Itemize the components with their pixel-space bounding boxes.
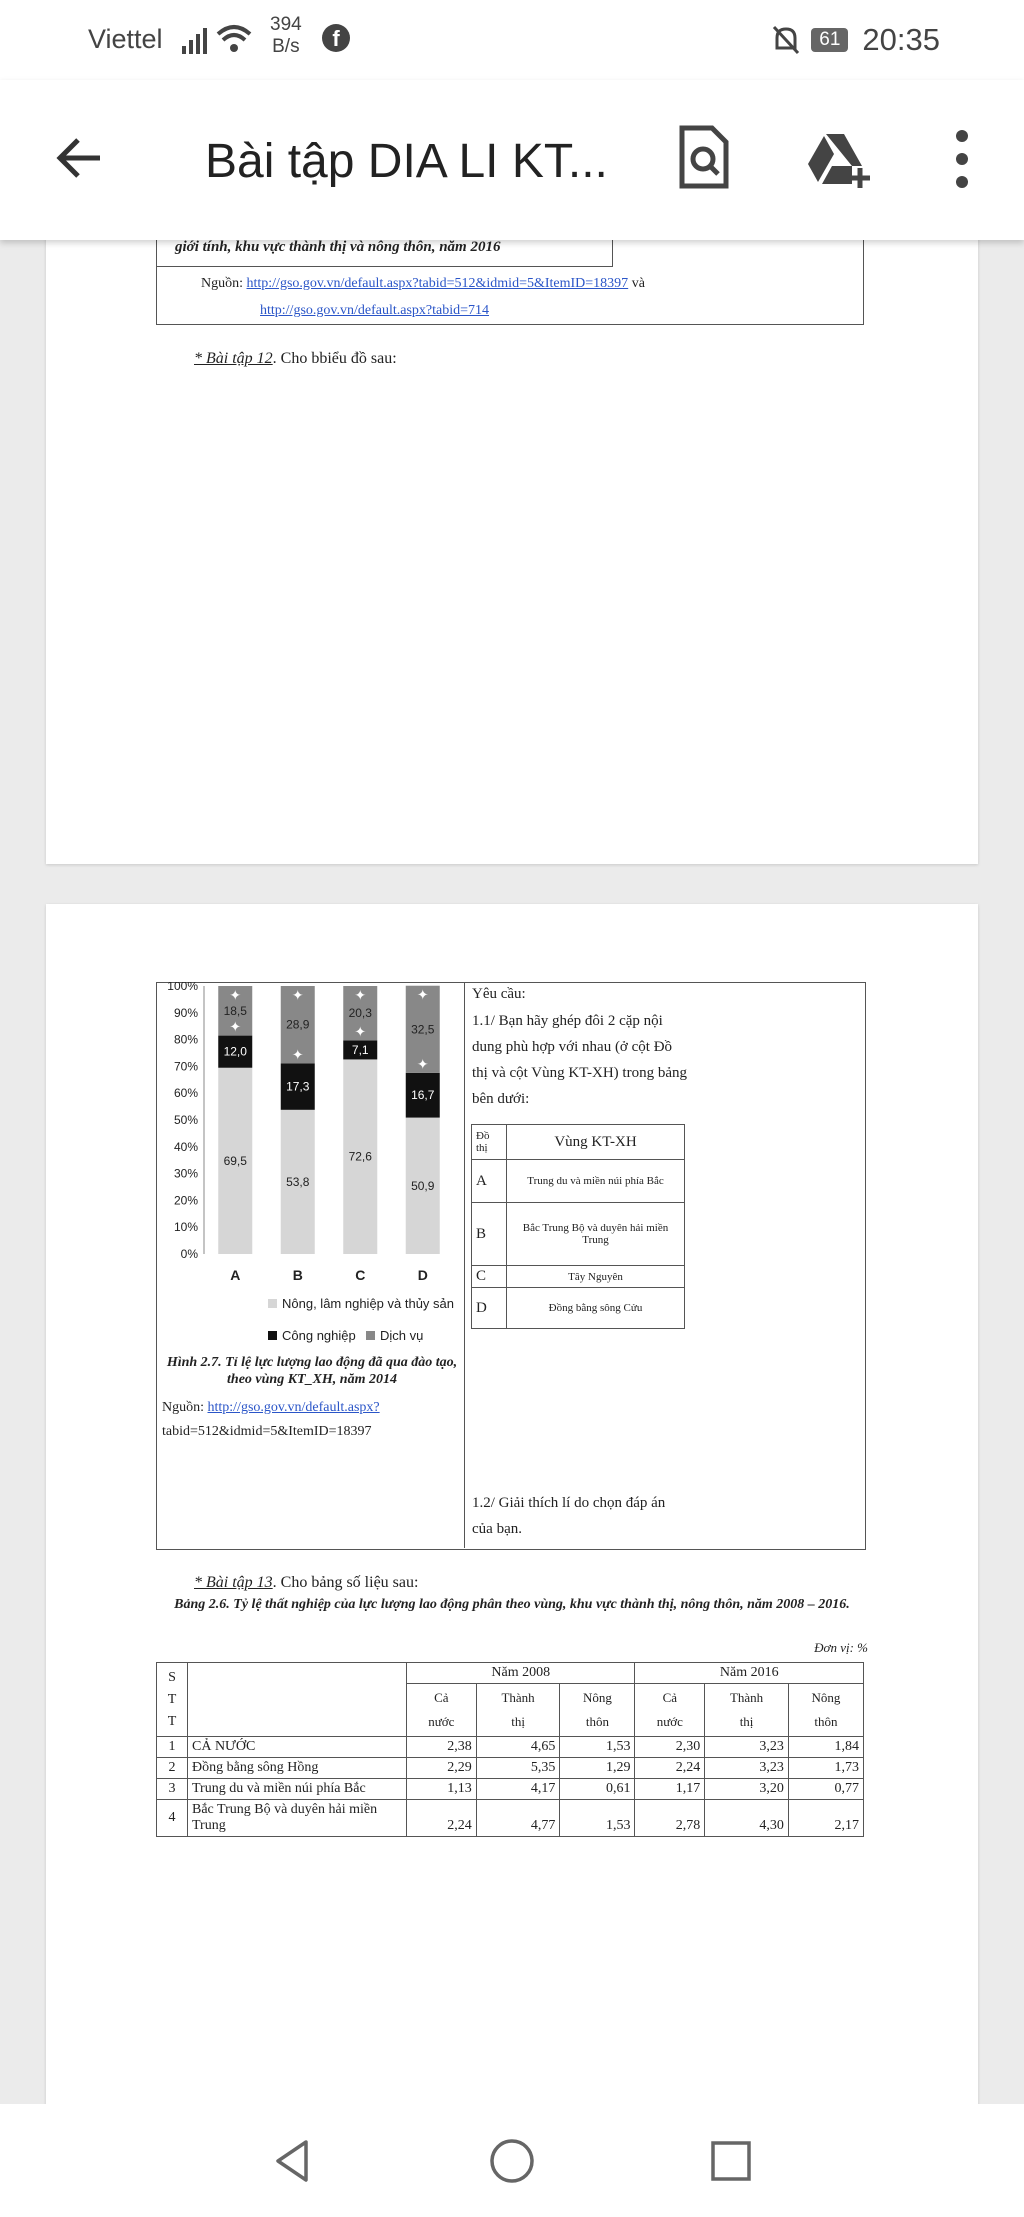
row-name: Trung du và miền núi phía Bắc [188, 1779, 407, 1800]
stacked-bar-chart [158, 982, 468, 1362]
row-value: 1,17 [635, 1779, 705, 1800]
row-name: CẢ NƯỚC [188, 1737, 407, 1758]
x-category-label: D [417, 1267, 428, 1283]
sparkle-marker: ✦ [229, 989, 242, 1004]
year-2016-header: Năm 2016 [635, 1663, 864, 1684]
match-header-graph: Đồ thị [472, 1125, 507, 1160]
match-region-b: Bắc Trung Bộ và duyên hải miền Trung [507, 1203, 685, 1266]
row-value: 1,53 [560, 1737, 635, 1758]
source-box [156, 240, 864, 325]
y-tick-label: 80% [173, 1032, 198, 1047]
row-value: 1,73 [788, 1758, 863, 1779]
sparkle-marker: ✦ [354, 989, 367, 1004]
row-name: Bắc Trung Bộ và duyên hải miền Trung [188, 1800, 407, 1837]
app-bar [0, 80, 1024, 240]
row-value: 0,61 [560, 1779, 635, 1800]
data-label: 18,5 [223, 1003, 247, 1018]
system-nav-bar [0, 2104, 1024, 2217]
add-to-drive-icon[interactable] [808, 128, 878, 188]
network-speed: 394 B/s [270, 14, 302, 57]
row-stt: 1 [157, 1737, 188, 1758]
legend-swatch-agriculture [268, 1299, 277, 1308]
status-right [771, 22, 940, 58]
row-value: 0,77 [788, 1779, 863, 1800]
row-stt: 3 [157, 1779, 188, 1800]
data-label: 17,3 [286, 1079, 310, 1094]
row-value: 2,30 [635, 1737, 705, 1758]
caption-fragment: giới tính, khu vực thành thị và nông thôn, năm 2016 [175, 240, 501, 255]
nav-recents-icon[interactable] [706, 2136, 756, 2186]
match-key-c: C [472, 1266, 507, 1288]
sparkle-marker: ✦ [416, 988, 429, 1004]
row-value: 4,77 [476, 1800, 560, 1837]
sparkle-marker: ✦ [354, 1025, 367, 1041]
row-value: 1,29 [560, 1758, 635, 1779]
x-category-label: B [292, 1267, 303, 1283]
subheader-2008-thanh-thi: Thành thị [476, 1684, 560, 1737]
exercise-12-heading: * Bài tập 12. Cho bbiểu đồ sau: [194, 350, 397, 367]
data-label: 53,8 [286, 1174, 310, 1189]
row-value: 1,13 [407, 1779, 477, 1800]
y-tick-label: 60% [173, 1086, 198, 1101]
matching-table [471, 1124, 685, 1329]
search-document-icon[interactable] [676, 124, 732, 190]
clock: 20:35 [862, 22, 940, 57]
source-line-2 [260, 303, 489, 319]
row-value: 1,84 [788, 1737, 863, 1758]
row-value: 2,24 [635, 1758, 705, 1779]
y-tick-label: 50% [173, 1113, 198, 1127]
legend-label-agriculture: Nông, lâm nghiệp và thủy sản [282, 1296, 454, 1311]
row-value: 3,23 [705, 1737, 789, 1758]
facebook-icon: f [322, 24, 350, 52]
row-value: 2,17 [788, 1800, 863, 1837]
subheader-2008-nong-thon: Nông thôn [560, 1684, 635, 1737]
table-row [157, 1758, 864, 1779]
data-label: 7,1 [351, 1042, 369, 1057]
row-value: 4,30 [705, 1800, 789, 1837]
document-title: Bài tập DIA LI KT... [205, 135, 608, 188]
data-label: 32,5 [411, 1022, 435, 1037]
sparkle-marker: ✦ [229, 1020, 242, 1036]
back-arrow-icon[interactable] [50, 128, 110, 188]
row-value: 4,17 [476, 1779, 560, 1800]
carrier-name: Viettel [88, 24, 163, 54]
row-value: 3,23 [705, 1758, 789, 1779]
source-link-1[interactable]: http://gso.gov.vn/default.aspx?tabid=512&idmid=5&ItemID=18397 [246, 276, 629, 291]
row-stt: 2 [157, 1758, 188, 1779]
data-label: 20,3 [348, 1006, 372, 1021]
figure-caption: Hình 2.7. Tỉ lệ lực lượng lao động đã qua đào tạo, theo vùng KT_XH, năm 2014 [166, 1355, 458, 1387]
source-line: Nguồn: http://gso.gov.vn/default.aspx?tabid=512&idmid=5&ItemID=18397 và [201, 276, 645, 291]
document-viewer[interactable] [0, 240, 1024, 2104]
y-tick-label: 100% [167, 982, 198, 993]
data-label: 50,9 [411, 1178, 435, 1193]
table-row [157, 1779, 864, 1800]
source-link-2[interactable]: http://gso.gov.vn/default.aspx?tabid=714 [260, 303, 490, 318]
data-label: 69,5 [223, 1153, 247, 1168]
sparkle-marker: ✦ [291, 1048, 304, 1064]
row-value: 2,38 [407, 1737, 477, 1758]
status-bar [0, 0, 1024, 80]
y-tick-label: 40% [173, 1139, 198, 1154]
requirement-2: 1.2/ Giải thích lí do chọn đáp án của bạn. [472, 1495, 666, 1537]
y-tick-label: 70% [173, 1059, 198, 1074]
row-value: 5,35 [476, 1758, 560, 1779]
requirement-title: Yêu cầu: [472, 986, 526, 1002]
match-region-c: Tây Nguyên [507, 1266, 685, 1288]
row-value: 2,29 [407, 1758, 477, 1779]
table-row [157, 1800, 864, 1837]
y-tick-label: 0% [180, 1247, 198, 1261]
mute-bell-icon [771, 24, 801, 56]
data-label: 28,9 [286, 1017, 310, 1032]
requirement-1: 1.1/ Bạn hãy ghép đôi 2 cặp nội dung phù hợp với nhau (ở cột Đồ thị và cột Vùng KT-XH) trong bảng bên dưới: [472, 1013, 687, 1107]
match-region-d: Đồng bằng sông Cửu [507, 1288, 685, 1329]
more-vert-icon[interactable] [950, 128, 974, 190]
data-label: 16,7 [411, 1088, 435, 1103]
y-tick-label: 30% [173, 1166, 198, 1181]
row-value: 2,24 [407, 1800, 477, 1837]
legend-swatch-service [366, 1331, 375, 1340]
document-page-1 [46, 240, 978, 864]
match-region-a: Trung du và miền núi phía Bắc [507, 1160, 685, 1203]
document-page-2 [46, 904, 978, 2104]
row-value: 2,78 [635, 1800, 705, 1837]
row-value: 3,20 [705, 1779, 789, 1800]
figure-source-link[interactable]: http://gso.gov.vn/default.aspx? [207, 1400, 380, 1415]
x-category-label: C [355, 1267, 366, 1283]
legend-swatch-industry [268, 1331, 277, 1340]
row-value: 4,65 [476, 1737, 560, 1758]
x-category-label: A [230, 1267, 241, 1283]
caption-fragment-cell [157, 240, 613, 267]
legend-label-industry: Công nghiệp [282, 1328, 356, 1343]
y-tick-label: 20% [173, 1193, 198, 1208]
region-header [188, 1663, 407, 1737]
row-value: 1,53 [560, 1800, 635, 1837]
subheader-2008-ca-nuoc: Cả nước [407, 1684, 477, 1737]
row-name: Đồng bằng sông Hồng [188, 1758, 407, 1779]
y-tick-label: 10% [173, 1220, 198, 1235]
match-header-region: Vùng KT-XH [507, 1125, 685, 1160]
subheader-2016-thanh-thi: Thành thị [705, 1684, 789, 1737]
signal-wifi-icon [180, 22, 260, 58]
match-key-b: B [472, 1203, 507, 1266]
y-tick-label: 90% [173, 1005, 198, 1020]
data-label: 12,0 [223, 1044, 247, 1059]
figure-source: Nguồn: http://gso.gov.vn/default.aspx? tabid=512&idmid=5&ItemID=18397 [162, 1400, 380, 1439]
nav-home-icon[interactable] [487, 2136, 537, 2186]
exercise-13-heading: * Bài tập 13. Cho bảng số liệu sau: [194, 1574, 419, 1591]
match-key-a: A [472, 1160, 507, 1203]
nav-back-icon[interactable] [268, 2136, 318, 2186]
data-label: 72,6 [348, 1149, 372, 1164]
legend-label-service: Dịch vụ [380, 1328, 424, 1343]
table-row [157, 1737, 864, 1758]
row-stt: 4 [157, 1800, 188, 1837]
subheader-2016-nong-thon: Nông thôn [788, 1684, 863, 1737]
stt-header: S T T [157, 1663, 188, 1737]
subheader-2016-ca-nuoc: Cả nước [635, 1684, 705, 1737]
unemployment-table [156, 1662, 864, 1837]
sparkle-marker: ✦ [291, 989, 304, 1004]
battery-level: 61 [811, 28, 848, 52]
year-2008-header: Năm 2008 [407, 1663, 635, 1684]
table-unit: Đơn vị: % [814, 1640, 868, 1655]
sparkle-marker: ✦ [416, 1057, 429, 1073]
match-key-d: D [472, 1288, 507, 1329]
table-caption: Bảng 2.6. Tỷ lệ thất nghiệp của lực lượng lao động phân theo vùng, khu vực thành thị, nông thôn, năm 2008 – 2016. [174, 1597, 850, 1612]
